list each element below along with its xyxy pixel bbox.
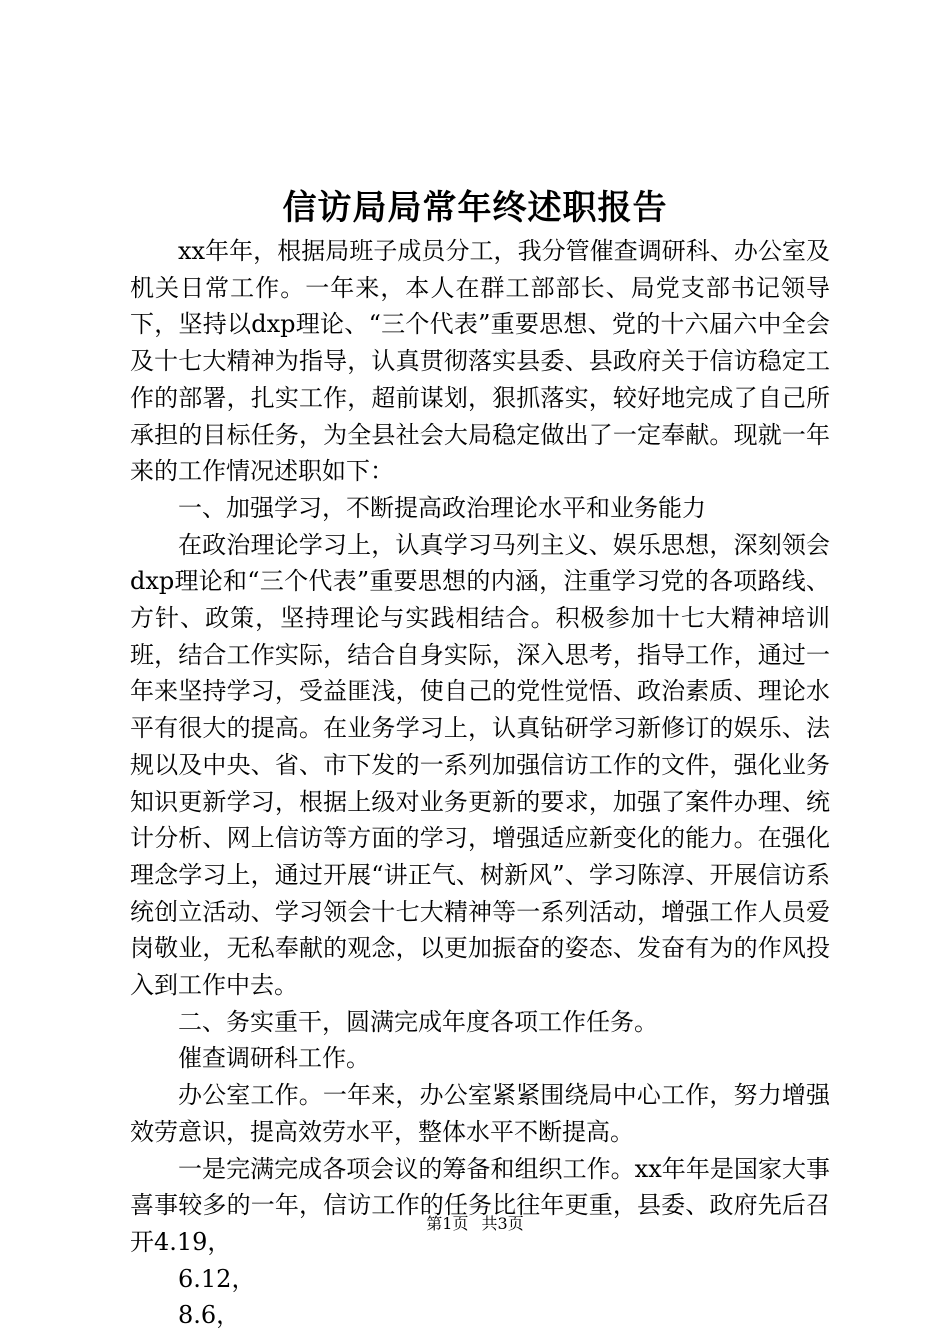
paragraph-date-2: 8.6， xyxy=(178,1301,241,1330)
section-heading-1: 一、加强学习，不断提高政治理论水平和业务能力 xyxy=(178,493,706,522)
paragraph-meetings: 一是完满完成各项会议的筹备和组织工作。xx年年是国家大事喜事较多的一年，信访工作的任务比往年更重，县委、政府先后召开4.19， xyxy=(130,1154,830,1256)
paragraph-date-1: 6.12， xyxy=(178,1264,256,1293)
section-heading-2: 二、务实重干，圆满完成年度各项工作任务。 xyxy=(178,1007,658,1036)
document-body xyxy=(130,233,830,1334)
page-number: 第1页 xyxy=(426,1214,469,1233)
document-title: 信访局局常年终述职报告 xyxy=(282,188,668,228)
paragraph-research-dept: 催查调研科工作。 xyxy=(178,1044,370,1073)
paragraph-study: 在政治理论学习上，认真学习马列主义、娱乐思想，深刻领会dxp理论和“三个代表”重要思想的内涵，注重学习党的各项路线、方针、政策，坚持理论与实践相结合。积极参加十七大精神培训班，结合工作实际，结合自身实际，深入思考，指导工作，通过一年来坚持学习，受益匪浅，使自己的党性觉悟、政治素质、理论水平有很大的提高。在业务学习上，认真钻研学习新修订的娱乐、法规以及中央、省、市下发的一系列加强信访工作的文件，强化业务知识更新学习，根据上级对业务更新的要求，加强了案件办理、统计分析、网上信访等方面的学习，增强适应新变化的能力。在强化理念学习上，通过开展“讲正气、树新风”、学习陈淳、开展信访系统创立活动、学习领会十七大精神等一系列活动，增强工作人员爱岗敬业，无私奉献的观念，以更加振奋的姿态、发奋有为的作风投入到工作中去。 xyxy=(130,530,830,1000)
paragraph-office: 办公室工作。一年来，办公室紧紧围绕局中心工作，努力增强效劳意识，提高效劳水平，整体水平不断提高。 xyxy=(130,1081,830,1146)
paragraph-intro: xx年年，根据局班子成员分工，我分管催查调研科、办公室及机关日常工作。一年来，本人在群工部部长、局党支部书记领导下，坚持以dxp理论、“三个代表”重要思想、党的十六届六中全会及十七大精神为指导，认真贯彻落实县委、县政府关于信访稳定工作的部署，扎实工作，超前谋划，狠抓落实，较好地完成了自己所承担的目标任务，为全县社会大局稳定做出了一定奉献。现就一年来的工作情况述职如下： xyxy=(130,237,830,486)
page-footer xyxy=(0,1212,950,1236)
page-total: 共3页 xyxy=(481,1214,524,1233)
